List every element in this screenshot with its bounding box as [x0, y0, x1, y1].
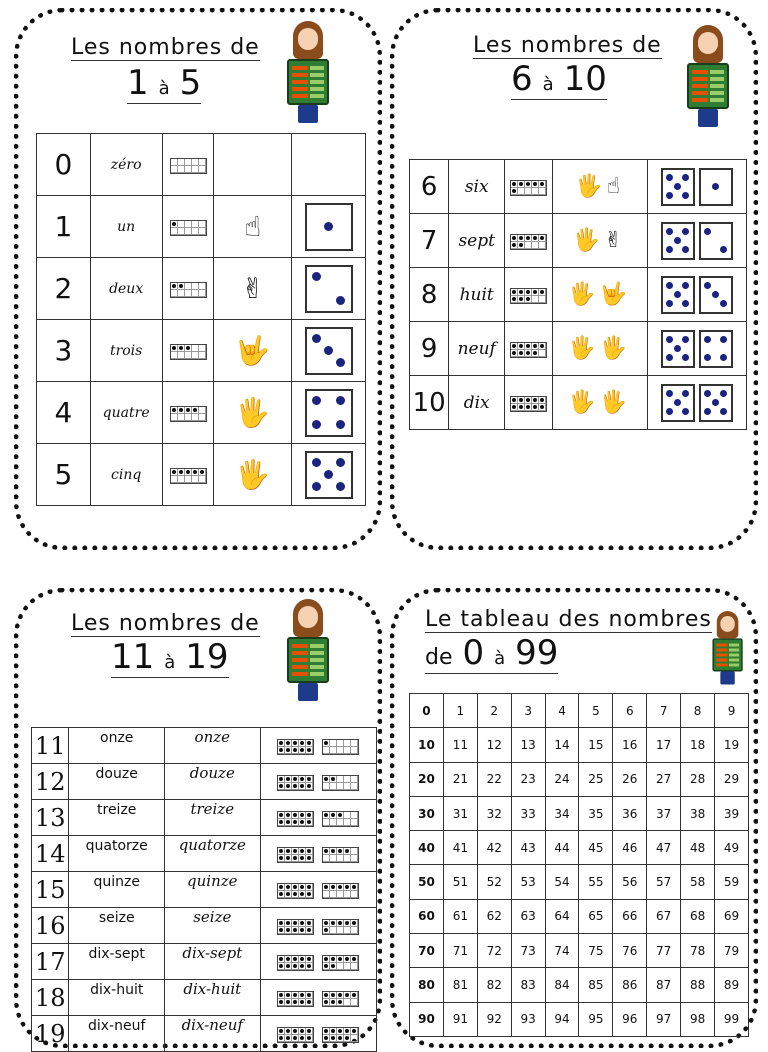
grid-cell: 68 [681, 899, 715, 933]
number-cell: 6 [410, 160, 449, 214]
grid-cell: 8 [681, 694, 715, 728]
number-word-print-cell: quinze [69, 872, 165, 908]
dice-face [699, 276, 733, 314]
number-word-print-cell: onze [69, 728, 165, 764]
dice-face [305, 327, 353, 375]
grid-row [410, 796, 749, 830]
grid-cell: 23 [511, 762, 545, 796]
table-row [410, 322, 747, 376]
dice-face [661, 384, 695, 422]
grid-row [410, 865, 749, 899]
grid-cell: 64 [545, 899, 579, 933]
table-row [32, 764, 377, 800]
grid-row [410, 934, 749, 968]
grid-cell: 96 [613, 1002, 647, 1036]
number-cell: 4 [37, 382, 91, 444]
dice-face [305, 265, 353, 313]
grid-row [410, 728, 749, 762]
ten-frame [170, 468, 207, 484]
number-word-cursive-cell: treize [165, 800, 261, 836]
ten-frame [277, 811, 314, 827]
table-row [37, 134, 366, 196]
grid-cell: 90 [410, 1002, 444, 1036]
grid-cell: 2 [477, 694, 511, 728]
grid-cell: 66 [613, 899, 647, 933]
girl-with-abacus-illustration [685, 25, 731, 129]
grid-cell: 92 [477, 1002, 511, 1036]
grid-cell: 56 [613, 865, 647, 899]
grid-cell: 84 [545, 968, 579, 1002]
grid-cell: 55 [579, 865, 613, 899]
table-row [37, 320, 366, 382]
card-numbers-1-to-5 [14, 8, 382, 550]
dice-face [661, 168, 695, 206]
grid-cell: 89 [715, 968, 749, 1002]
number-word-cell: cinq [90, 444, 162, 506]
grid-cell: 54 [545, 865, 579, 899]
ten-frames-cell [260, 872, 376, 908]
dice-cell [647, 214, 746, 268]
grid-cell: 97 [647, 1002, 681, 1036]
ten-frame [277, 991, 314, 1007]
grid-cell: 75 [579, 934, 613, 968]
grid-cell: 36 [613, 796, 647, 830]
grid-cell: 37 [647, 796, 681, 830]
number-cell: 19 [32, 1016, 69, 1052]
grid-cell: 59 [715, 865, 749, 899]
number-cell: 16 [32, 908, 69, 944]
card4-title: Le tableau des nombres [425, 607, 712, 632]
ten-frame [510, 234, 547, 250]
ten-frame [277, 775, 314, 791]
number-cell: 3 [37, 320, 91, 382]
grid-cell: 4 [545, 694, 579, 728]
card4-range [425, 633, 558, 674]
card3-range [111, 637, 229, 678]
number-word-print-cell: seize [69, 908, 165, 944]
grid-cell: 79 [715, 934, 749, 968]
grid-cell: 94 [545, 1002, 579, 1036]
grid-cell: 31 [443, 796, 477, 830]
dice-face [661, 330, 695, 368]
ten-frame-cell [505, 160, 553, 214]
ten-frames-cell [260, 800, 376, 836]
table-row [37, 382, 366, 444]
grid-cell: 25 [579, 762, 613, 796]
number-word-cell: dix [449, 376, 505, 430]
grid-cell: 87 [647, 968, 681, 1002]
grid-cell: 98 [681, 1002, 715, 1036]
grid-row [410, 899, 749, 933]
range-from: 6 [511, 59, 533, 99]
number-word-cursive-cell: dix-sept [165, 944, 261, 980]
grid-cell: 7 [647, 694, 681, 728]
number-cell: 9 [410, 322, 449, 376]
grid-cell: 73 [511, 934, 545, 968]
range-to: 10 [563, 59, 607, 99]
grid-cell: 95 [579, 1002, 613, 1036]
grid-cell: 72 [477, 934, 511, 968]
number-word-cursive-cell: dix-huit [165, 980, 261, 1016]
card2-range [511, 59, 607, 100]
ten-frame-cell [162, 196, 214, 258]
grid-cell: 57 [647, 865, 681, 899]
table-row [32, 728, 377, 764]
dice-face [661, 222, 695, 260]
table-row [32, 908, 377, 944]
grid-cell: 61 [443, 899, 477, 933]
grid-cell: 32 [477, 796, 511, 830]
hand-fingers-icon: 🖐 [214, 382, 292, 444]
range-from: 0 [462, 633, 485, 673]
ten-frame [322, 955, 359, 971]
ten-frames-cell [260, 1016, 376, 1052]
girl-with-abacus-illustration [711, 611, 744, 686]
dice-cell [647, 160, 746, 214]
table-row [410, 160, 747, 214]
number-word-print-cell: dix-huit [69, 980, 165, 1016]
table-row [37, 444, 366, 506]
grid-cell: 1 [443, 694, 477, 728]
number-word-cell: neuf [449, 322, 505, 376]
grid-cell: 15 [579, 728, 613, 762]
grid-cell: 99 [715, 1002, 749, 1036]
range-to: 19 [185, 637, 229, 677]
hand-fingers-icon: 🤟 [214, 320, 292, 382]
number-word-cell: trois [90, 320, 162, 382]
ten-frame-cell [162, 382, 214, 444]
grid-cell: 91 [443, 1002, 477, 1036]
ten-frame-cell [162, 320, 214, 382]
grid-cell: 49 [715, 831, 749, 865]
ten-frame-cell [162, 258, 214, 320]
number-word-cursive-cell: dix-neuf [165, 1016, 261, 1052]
dice-face [305, 389, 353, 437]
grid-cell: 60 [410, 899, 444, 933]
grid-cell: 63 [511, 899, 545, 933]
hand-fingers-icon: 🖐✌ [552, 214, 647, 268]
range-word: à [542, 74, 554, 95]
ten-frame [277, 847, 314, 863]
grid-cell: 86 [613, 968, 647, 1002]
grid-cell: 21 [443, 762, 477, 796]
dice-cell [292, 444, 366, 506]
hand-fingers-icon: 🖐 [214, 444, 292, 506]
number-word-print-cell: quatorze [69, 836, 165, 872]
number-cell: 2 [37, 258, 91, 320]
number-word-cell: quatre [90, 382, 162, 444]
number-word-print-cell: treize [69, 800, 165, 836]
ten-frame [510, 180, 547, 196]
numbers-table-1-to-5 [36, 133, 366, 506]
grid-cell: 12 [477, 728, 511, 762]
range-to: 5 [179, 63, 202, 103]
grid-cell: 3 [511, 694, 545, 728]
dice-cell [647, 322, 746, 376]
grid-cell: 46 [613, 831, 647, 865]
range-word: à [164, 652, 176, 673]
grid-cell: 82 [477, 968, 511, 1002]
card3-title: Les nombres de [71, 611, 260, 636]
grid-cell: 51 [443, 865, 477, 899]
table-row [32, 836, 377, 872]
number-word-cursive-cell: quinze [165, 872, 261, 908]
table-row [410, 214, 747, 268]
grid-cell: 27 [647, 762, 681, 796]
number-cell: 14 [32, 836, 69, 872]
number-cell: 0 [37, 134, 91, 196]
number-word-print-cell: dix-sept [69, 944, 165, 980]
number-word-cell: sept [449, 214, 505, 268]
hand-fingers-icon: ☝ [214, 196, 292, 258]
table-row [37, 258, 366, 320]
number-word-cell: six [449, 160, 505, 214]
grid-cell: 74 [545, 934, 579, 968]
grid-cell: 35 [579, 796, 613, 830]
grid-cell: 17 [647, 728, 681, 762]
grid-cell: 33 [511, 796, 545, 830]
dice-face [305, 203, 353, 251]
grid-cell: 30 [410, 796, 444, 830]
grid-cell: 14 [545, 728, 579, 762]
grid-cell: 24 [545, 762, 579, 796]
number-grid-table [409, 693, 749, 1037]
ten-frame [277, 955, 314, 971]
hand-fingers-icon: 🖐🖐 [552, 322, 647, 376]
grid-cell: 0 [410, 694, 444, 728]
ten-frame-cell [162, 444, 214, 506]
ten-frame [277, 1027, 314, 1043]
number-cell: 18 [32, 980, 69, 1016]
grid-cell: 39 [715, 796, 749, 830]
grid-cell: 77 [647, 934, 681, 968]
grid-row [410, 968, 749, 1002]
grid-cell: 40 [410, 831, 444, 865]
ten-frame [170, 158, 207, 174]
card2-title: Les nombres de [473, 33, 662, 58]
card-numbers-11-to-19 [14, 588, 382, 1048]
card-numbers-6-to-10 [390, 8, 758, 550]
table-row [410, 376, 747, 430]
dice-face [699, 330, 733, 368]
grid-cell: 34 [545, 796, 579, 830]
grid-cell: 20 [410, 762, 444, 796]
grid-cell: 41 [443, 831, 477, 865]
ten-frames-cell [260, 944, 376, 980]
grid-cell: 78 [681, 934, 715, 968]
table-row [32, 872, 377, 908]
ten-frame [277, 919, 314, 935]
grid-row [410, 762, 749, 796]
grid-cell: 18 [681, 728, 715, 762]
numbers-table-6-to-10 [409, 159, 747, 430]
card1-title: Les nombres de [71, 35, 260, 60]
grid-cell: 43 [511, 831, 545, 865]
grid-cell: 65 [579, 899, 613, 933]
hand-fingers-icon [214, 134, 292, 196]
ten-frame [322, 847, 359, 863]
dice-face [699, 168, 733, 206]
number-word-cursive-cell: quatorze [165, 836, 261, 872]
grid-cell: 62 [477, 899, 511, 933]
grid-cell: 52 [477, 865, 511, 899]
number-cell: 8 [410, 268, 449, 322]
number-cell: 10 [410, 376, 449, 430]
ten-frames-cell [260, 728, 376, 764]
number-word-cell: huit [449, 268, 505, 322]
number-word-cursive-cell: onze [165, 728, 261, 764]
grid-row [410, 694, 749, 728]
grid-cell: 50 [410, 865, 444, 899]
grid-cell: 58 [681, 865, 715, 899]
ten-frame [277, 739, 314, 755]
number-word-print-cell: douze [69, 764, 165, 800]
ten-frame [322, 919, 359, 935]
number-word-cell: un [90, 196, 162, 258]
grid-cell: 93 [511, 1002, 545, 1036]
number-cell: 1 [37, 196, 91, 258]
ten-frame [322, 883, 359, 899]
ten-frame-cell [505, 322, 553, 376]
range-prefix: de [425, 645, 453, 670]
numbers-table-11-to-19 [31, 727, 377, 1052]
number-word-cell: zéro [90, 134, 162, 196]
grid-cell: 85 [579, 968, 613, 1002]
ten-frame [510, 396, 547, 412]
ten-frame-cell [162, 134, 214, 196]
grid-cell: 81 [443, 968, 477, 1002]
range-word: à [158, 78, 170, 99]
grid-cell: 26 [613, 762, 647, 796]
grid-cell: 11 [443, 728, 477, 762]
hand-fingers-icon: 🖐☝ [552, 160, 647, 214]
ten-frame [170, 344, 207, 360]
card1-range [127, 63, 201, 104]
dice-face [699, 384, 733, 422]
dice-cell [292, 196, 366, 258]
grid-cell: 10 [410, 728, 444, 762]
hand-fingers-icon: 🖐🤟 [552, 268, 647, 322]
number-word-print-cell: dix-neuf [69, 1016, 165, 1052]
grid-cell: 9 [715, 694, 749, 728]
number-cell: 15 [32, 872, 69, 908]
dice-cell [292, 258, 366, 320]
ten-frames-cell [260, 836, 376, 872]
dice-face [699, 222, 733, 260]
ten-frame [322, 811, 359, 827]
ten-frame [277, 883, 314, 899]
ten-frame [322, 991, 359, 1007]
number-cell: 12 [32, 764, 69, 800]
ten-frame [170, 406, 207, 422]
ten-frame [322, 1027, 359, 1043]
ten-frame [510, 342, 547, 358]
number-cell: 5 [37, 444, 91, 506]
grid-cell: 47 [647, 831, 681, 865]
range-from: 11 [111, 637, 155, 677]
number-word-cursive-cell: douze [165, 764, 261, 800]
dice-cell [292, 134, 366, 196]
grid-cell: 53 [511, 865, 545, 899]
dice-cell [292, 382, 366, 444]
girl-with-abacus-illustration [285, 599, 331, 703]
hand-fingers-icon: 🖐🖐 [552, 376, 647, 430]
number-cell: 17 [32, 944, 69, 980]
dice-face [661, 276, 695, 314]
number-word-cursive-cell: seize [165, 908, 261, 944]
grid-cell: 16 [613, 728, 647, 762]
grid-cell: 38 [681, 796, 715, 830]
dice-cell [647, 268, 746, 322]
grid-cell: 69 [715, 899, 749, 933]
ten-frame [170, 220, 207, 236]
ten-frames-cell [260, 908, 376, 944]
hand-fingers-icon: ✌ [214, 258, 292, 320]
grid-cell: 13 [511, 728, 545, 762]
grid-cell: 70 [410, 934, 444, 968]
ten-frame [510, 288, 547, 304]
dice-cell [292, 320, 366, 382]
grid-cell: 48 [681, 831, 715, 865]
grid-cell: 71 [443, 934, 477, 968]
grid-cell: 5 [579, 694, 613, 728]
dice-face [305, 451, 353, 499]
grid-cell: 28 [681, 762, 715, 796]
range-word: à [494, 648, 506, 669]
grid-cell: 45 [579, 831, 613, 865]
card-number-grid-0-to-99 [390, 588, 758, 1048]
table-row [32, 800, 377, 836]
grid-cell: 67 [647, 899, 681, 933]
grid-cell: 29 [715, 762, 749, 796]
ten-frame-cell [505, 268, 553, 322]
grid-cell: 76 [613, 934, 647, 968]
grid-row [410, 1002, 749, 1036]
grid-cell: 80 [410, 968, 444, 1002]
girl-with-abacus-illustration [285, 21, 331, 125]
ten-frame [322, 775, 359, 791]
number-cell: 11 [32, 728, 69, 764]
table-row [410, 268, 747, 322]
table-row [37, 196, 366, 258]
grid-cell: 42 [477, 831, 511, 865]
grid-row [410, 831, 749, 865]
number-word-cell: deux [90, 258, 162, 320]
number-cell: 7 [410, 214, 449, 268]
dice-cell [647, 376, 746, 430]
ten-frame [170, 282, 207, 298]
grid-cell: 19 [715, 728, 749, 762]
grid-cell: 22 [477, 762, 511, 796]
grid-cell: 44 [545, 831, 579, 865]
table-row [32, 1016, 377, 1052]
range-from: 1 [127, 63, 149, 103]
table-row [32, 944, 377, 980]
grid-cell: 88 [681, 968, 715, 1002]
ten-frames-cell [260, 764, 376, 800]
number-cell: 13 [32, 800, 69, 836]
ten-frame [322, 739, 359, 755]
grid-cell: 6 [613, 694, 647, 728]
table-row [32, 980, 377, 1016]
ten-frames-cell [260, 980, 376, 1016]
ten-frame-cell [505, 376, 553, 430]
range-to: 99 [515, 633, 559, 673]
grid-cell: 83 [511, 968, 545, 1002]
ten-frame-cell [505, 214, 553, 268]
